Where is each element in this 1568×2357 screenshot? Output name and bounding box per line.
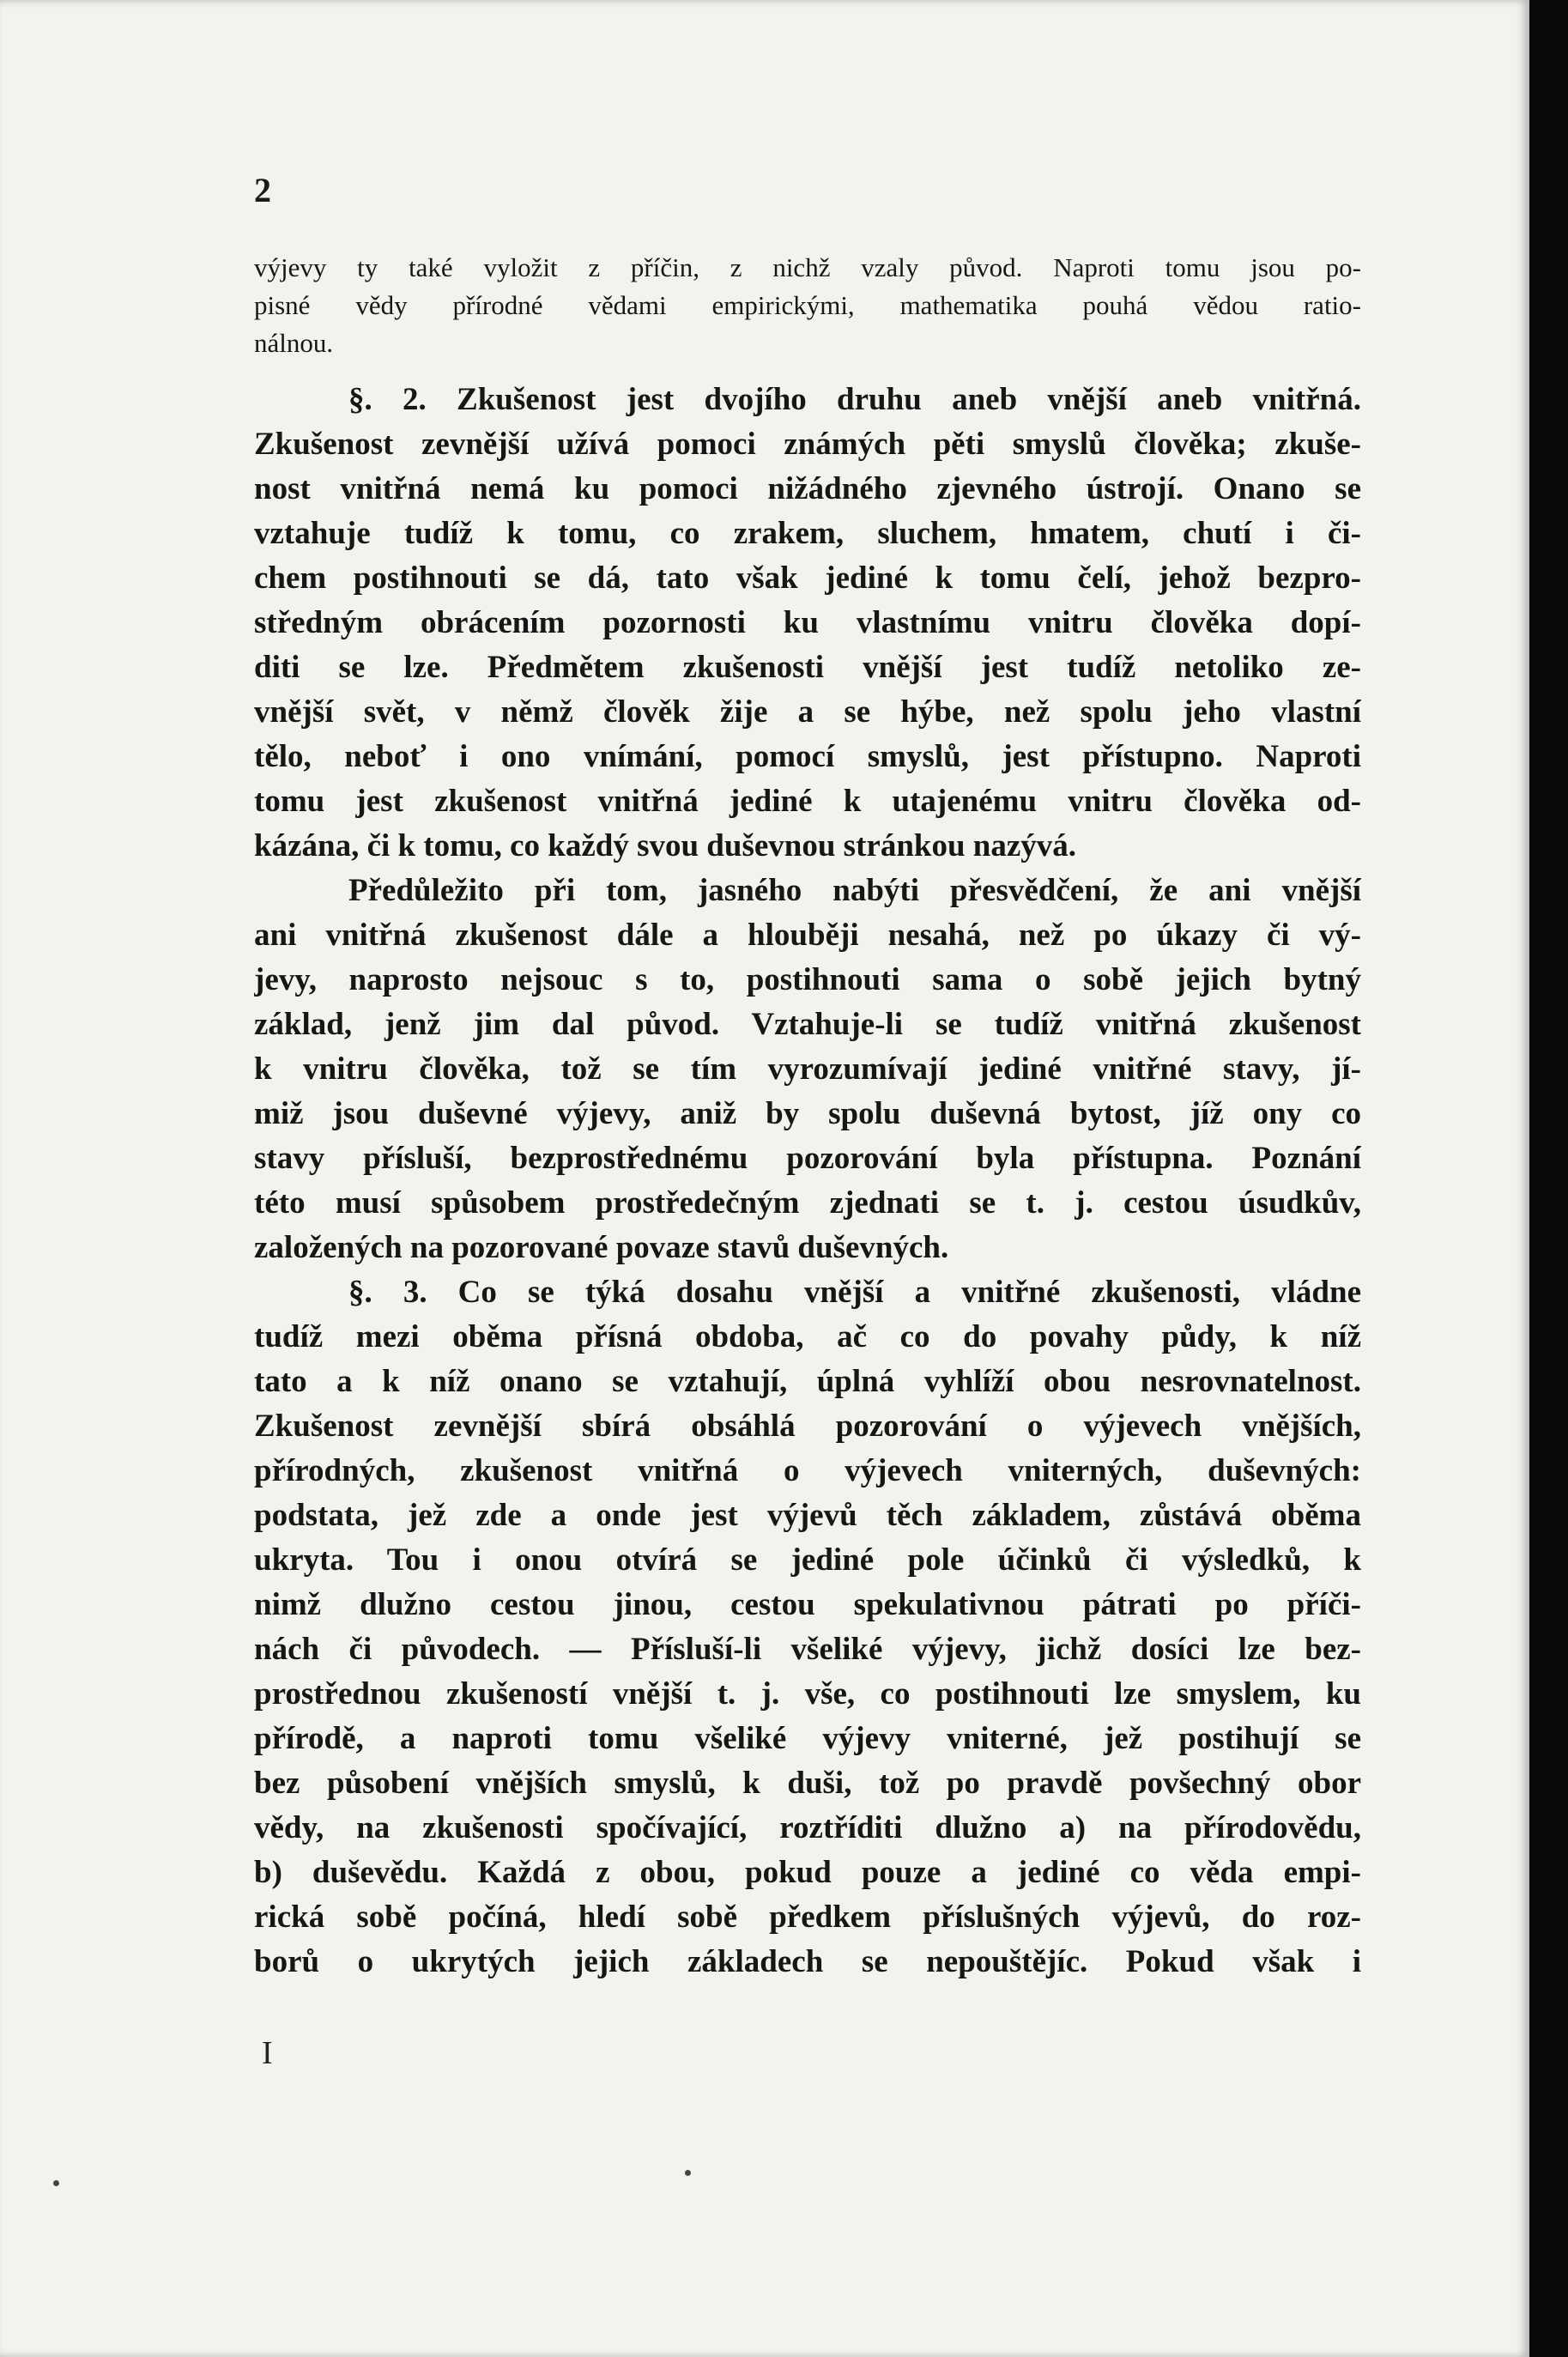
text-line: stavy přísluší, bezprostřednému pozorování byla přístupna. Poznání	[254, 1141, 1361, 1176]
text-line: podstata, jež zde a onde jest výjevů těch základem, zůstává oběma	[254, 1498, 1361, 1533]
text-line: ukryta. Tou i onou otvírá se jediné pole účinků či výsledků, k	[254, 1542, 1361, 1578]
text-line: základ, jenž jim dal původ. Vztahuje-li se tudíž vnitřná zkušenost	[254, 1007, 1361, 1042]
text-line: diti se lze. Předmětem zkušenosti vnější jest tudíž netoliko ze-	[254, 650, 1361, 685]
text-line: nimž dlužno cestou jinou, cestou spekulativnou pátrati po příči-	[254, 1587, 1361, 1622]
text-line: borů o ukrytých jejich základech se nepouštějíc. Pokud však i	[254, 1944, 1361, 1979]
text-line: miž jsou duševné výjevy, aniž by spolu duševná bytost, jíž ony co	[254, 1096, 1361, 1131]
text-line: tato a k níž onano se vztahují, úplná vyhlíží obou nesrovnatelnost.	[254, 1364, 1361, 1399]
text-line: vztahuje tudíž k tomu, co zrakem, sluchem, hmatem, chutí i či-	[254, 516, 1361, 551]
body-text	[254, 249, 1361, 1984]
text-line: rická sobě počíná, hledí sobě předkem příslušných výjevů, do roz-	[254, 1900, 1361, 1935]
print-speck	[53, 2180, 59, 2186]
text-line: Předůležito při tom, jasného nabýti přesvědčení, že ani vnější	[348, 873, 1361, 908]
text-line: nách či původech. — Přísluší-li všeliké výjevy, jichž dosíci lze bez-	[254, 1632, 1361, 1667]
section-heading-line: §. 2. Zkušenost jest dvojího druhu aneb vnější aneb vnitřná.	[348, 382, 1361, 417]
text-line: výjevy ty také vyložit z příčin, z nichž vzaly původ. Naproti tomu jsou po-	[254, 252, 1361, 282]
text-line: tělo, neboť i ono vnímání, pomocí smyslů, jest přístupno. Naproti	[254, 739, 1361, 774]
print-speck	[685, 2170, 691, 2176]
text-line: středným obrácením pozornosti ku vlastnímu vnitru člověka dopí-	[254, 605, 1361, 640]
text-line: vnější svět, v němž člověk žije a se hýbe, než spolu jeho vlastní	[254, 694, 1361, 730]
text-line: b) duševědu. Každá z obou, pokud pouze a jediné co věda empi-	[254, 1855, 1361, 1890]
text-line: nost vnitřná nemá ku pomoci nižádného zjevného ústrojí. Onano se	[254, 471, 1361, 506]
text-line: ani vnitřná zkušenost dále a hlouběji nesahá, než po úkazy či vý-	[254, 918, 1361, 953]
text-line: kázána, či k tomu, co každý svou duševnou stránkou nazývá.	[254, 828, 1077, 863]
text-line: k vnitru člověka, tož se tím vyrozumívají jediné vnitřné stavy, jí-	[254, 1051, 1361, 1087]
text-line: přírodných, zkušenost vnitřná o výjevech vniterných, duševných:	[254, 1453, 1361, 1488]
text-line: vědy, na zkušenosti spočívající, roztříditi dlužno a) na přírodovědu,	[254, 1810, 1361, 1845]
text-line: nálnou.	[254, 328, 334, 358]
text-line: této musí spůsobem prostředečným zjednati se t. j. cestou úsudkův,	[254, 1185, 1361, 1221]
text-line: Zkušenost zevnější užívá pomoci známých pěti smyslů člověka; zkuše-	[254, 427, 1361, 462]
text-line: bez působení vnějších smyslů, k duši, tož po pravdě povšechný obor	[254, 1766, 1361, 1801]
text-line: pisné vědy přírodné vědami empirickými, mathematika pouhá vědou ratio-	[254, 290, 1361, 320]
text-line: Zkušenost zevnější sbírá obsáhlá pozorování o výjevech vnějších,	[254, 1409, 1361, 1444]
text-line: chem postihnouti se dá, tato však jediné k tomu čelí, jehož bezpro-	[254, 560, 1361, 596]
page-number: 2	[254, 171, 271, 209]
text-line: tomu jest zkušenost vnitřná jediné k utajenému vnitru člověka od-	[254, 784, 1361, 819]
margin-mark: I	[262, 2035, 273, 2071]
text-line: jevy, naprosto nejsouc s to, postihnouti sama o sobě jejich bytný	[254, 962, 1361, 997]
section-heading-line: §. 3. Co se týká dosahu vnější a vnitřné zkušenosti, vládne	[348, 1275, 1361, 1310]
text-line: přírodě, a naproti tomu všeliké výjevy vniterné, jež postihují se	[254, 1721, 1361, 1756]
text-line: založených na pozorované povaze stavů duševných.	[254, 1230, 949, 1265]
text-line: tudíž mezi oběma přísná obdoba, ač co do povahy půdy, k níž	[254, 1319, 1361, 1354]
text-line: prostřednou zkušeností vnější t. j. vše, co postihnouti lze smyslem, ku	[254, 1676, 1361, 1712]
